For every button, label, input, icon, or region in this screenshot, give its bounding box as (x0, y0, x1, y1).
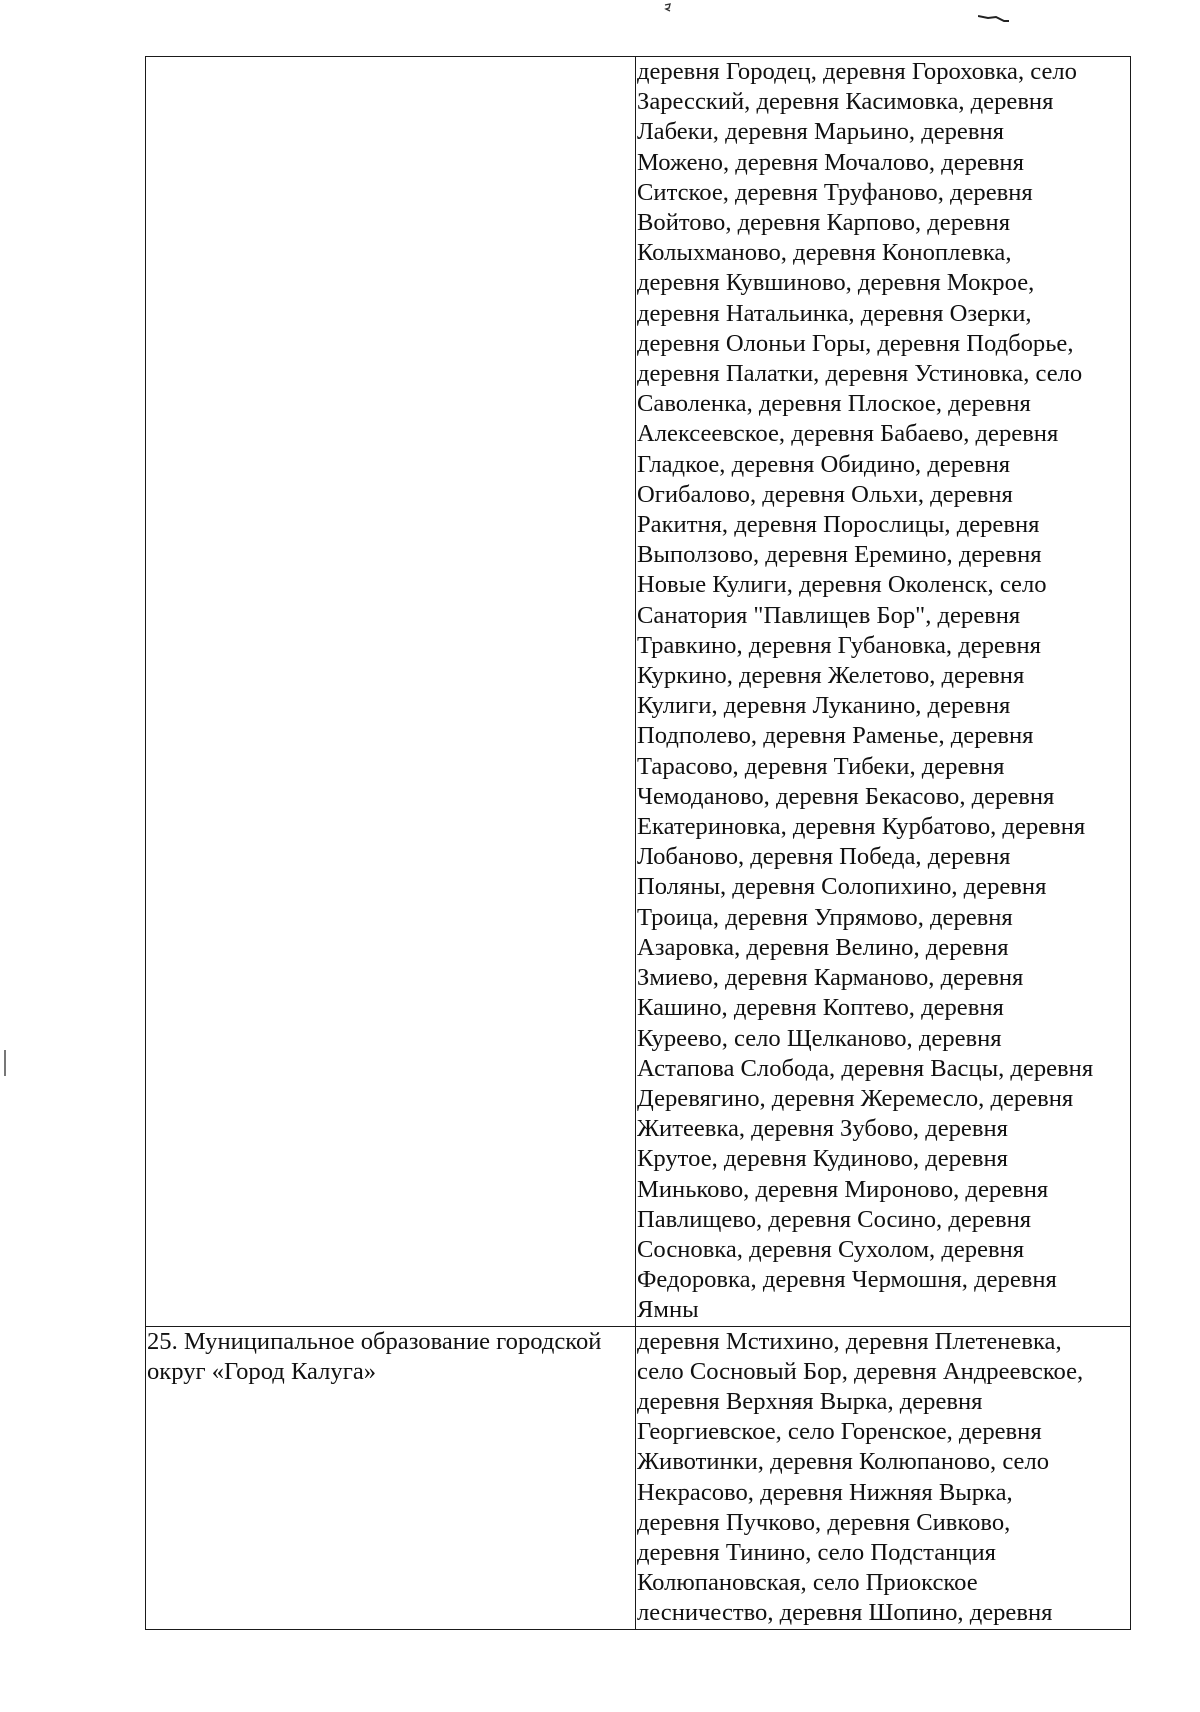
municipality-cell (146, 57, 636, 1327)
text-line: деревня Натальинка, деревня Озерки, (637, 299, 1032, 327)
settlements-cell (636, 1326, 1131, 1629)
text-line: Алексеевское, деревня Бабаево, деревня (637, 420, 1059, 448)
text-line: Тарасово, деревня Тибеки, деревня (637, 752, 1005, 780)
text-line: Колюпановская, село Приокское (637, 1569, 978, 1597)
text-line: деревня Мстихино, деревня Плетеневка, (637, 1327, 1062, 1355)
text-line: Астапова Слобода, деревня Васцы, деревня (637, 1054, 1094, 1082)
text-line: село Сосновый Бор, деревня Андреевское, (637, 1357, 1084, 1385)
text-line: Подполево, деревня Раменье, деревня (637, 722, 1034, 750)
text-line: Ситское, деревня Труфаново, деревня (637, 178, 1033, 206)
text-line: Куркино, деревня Желетово, деревня (637, 662, 1025, 690)
text-line: Колыхманово, деревня Коноплевка, (637, 239, 1012, 267)
municipality-cell (146, 1326, 636, 1629)
text-line: Сосновка, деревня Сухолом, деревня (637, 1235, 1025, 1263)
text-line: Федоровка, деревня Чермошня, деревня (637, 1266, 1057, 1294)
settlements-table (145, 56, 1131, 1630)
text-line: деревня Тинино, село Подстанция (637, 1538, 996, 1566)
text-line: Деревягино, деревня Жеремесло, деревня (637, 1084, 1074, 1112)
text-line: Заресский, деревня Касимовка, деревня (637, 88, 1054, 116)
text-line: Крутое, деревня Кудиново, деревня (637, 1145, 1008, 1173)
text-line: деревня Верхняя Вырка, деревня (637, 1387, 983, 1415)
text-line: Выползово, деревня Еремино, деревня (637, 541, 1042, 569)
settlements-text (636, 1327, 1130, 1629)
text-line: Азаровка, деревня Велино, деревня (637, 933, 1009, 961)
text-line: лесничество, деревня Шопино, деревня (637, 1599, 1053, 1627)
text-line: деревня Кувшиново, деревня Мокрое, (637, 269, 1035, 297)
text-line: деревня Олоньи Горы, деревня Подборье, (637, 329, 1074, 357)
text-line: Кулиги, деревня Луканино, деревня (637, 692, 1011, 720)
text-line: Миньково, деревня Мироново, деревня (637, 1175, 1049, 1203)
text-line: Ракитня, деревня Порослицы, деревня (637, 511, 1040, 539)
text-line: 25. Муниципальное образование городской (147, 1327, 602, 1355)
text-line: Троица, деревня Упрямово, деревня (637, 903, 1013, 931)
text-line: деревня Городец, деревня Гороховка, село (637, 58, 1077, 85)
text-line: Саволенка, деревня Плоское, деревня (637, 390, 1031, 418)
text-line: Лобаново, деревня Победа, деревня (637, 843, 1011, 871)
settlements-text (636, 57, 1130, 1326)
text-line: деревня Палатки, деревня Устиновка, село (637, 360, 1083, 388)
text-line: Животинки, деревня Колюпаново, село (637, 1448, 1050, 1476)
text-line: Ямны (637, 1296, 699, 1324)
text-line: Травкино, деревня Губановка, деревня (637, 631, 1041, 659)
text-line: Гладкое, деревня Обидино, деревня (637, 450, 1011, 478)
table-row (146, 57, 1131, 1327)
text-line: Лабеки, деревня Марьино, деревня (637, 118, 1004, 146)
text-line: Павлищево, деревня Сосино, деревня (637, 1205, 1032, 1233)
text-line: Некрасово, деревня Нижняя Вырка, (637, 1478, 1013, 1506)
table-row (146, 1326, 1131, 1629)
text-line: Житеевка, деревня Зубово, деревня (637, 1115, 1008, 1143)
text-line: Санатория "Павлищев Бор", деревня (637, 601, 1021, 629)
text-line: Куреево, село Щелканово, деревня (637, 1024, 1002, 1052)
text-line: Новые Кулиги, деревня Околенск, село (637, 571, 1047, 599)
text-line: Можено, деревня Мочалово, деревня (637, 148, 1024, 176)
text-line: Змиево, деревня Карманово, деревня (637, 964, 1024, 992)
settlements-cell (636, 57, 1131, 1327)
text-line: Чемоданово, деревня Бекасово, деревня (637, 782, 1055, 810)
text-line: Войтово, деревня Карпово, деревня (637, 209, 1011, 237)
text-line: Екатериновка, деревня Курбатово, деревня (637, 813, 1086, 841)
text-line: округ «Город Калуга» (147, 1357, 377, 1385)
text-line: Георгиевское, село Горенское, деревня (637, 1418, 1042, 1446)
text-line: Поляны, деревня Солопихино, деревня (637, 873, 1047, 901)
text-line: Огибалово, деревня Ольхи, деревня (637, 480, 1013, 508)
scan-artifact-stroke (978, 10, 1012, 18)
municipality-text (146, 1327, 635, 1387)
text-line: Кашино, деревня Коптево, деревня (637, 994, 1004, 1022)
scan-artifact-mark (664, 2, 672, 12)
text-line: деревня Пучково, деревня Сивково, (637, 1508, 1011, 1536)
scan-artifact-line (4, 1050, 6, 1076)
